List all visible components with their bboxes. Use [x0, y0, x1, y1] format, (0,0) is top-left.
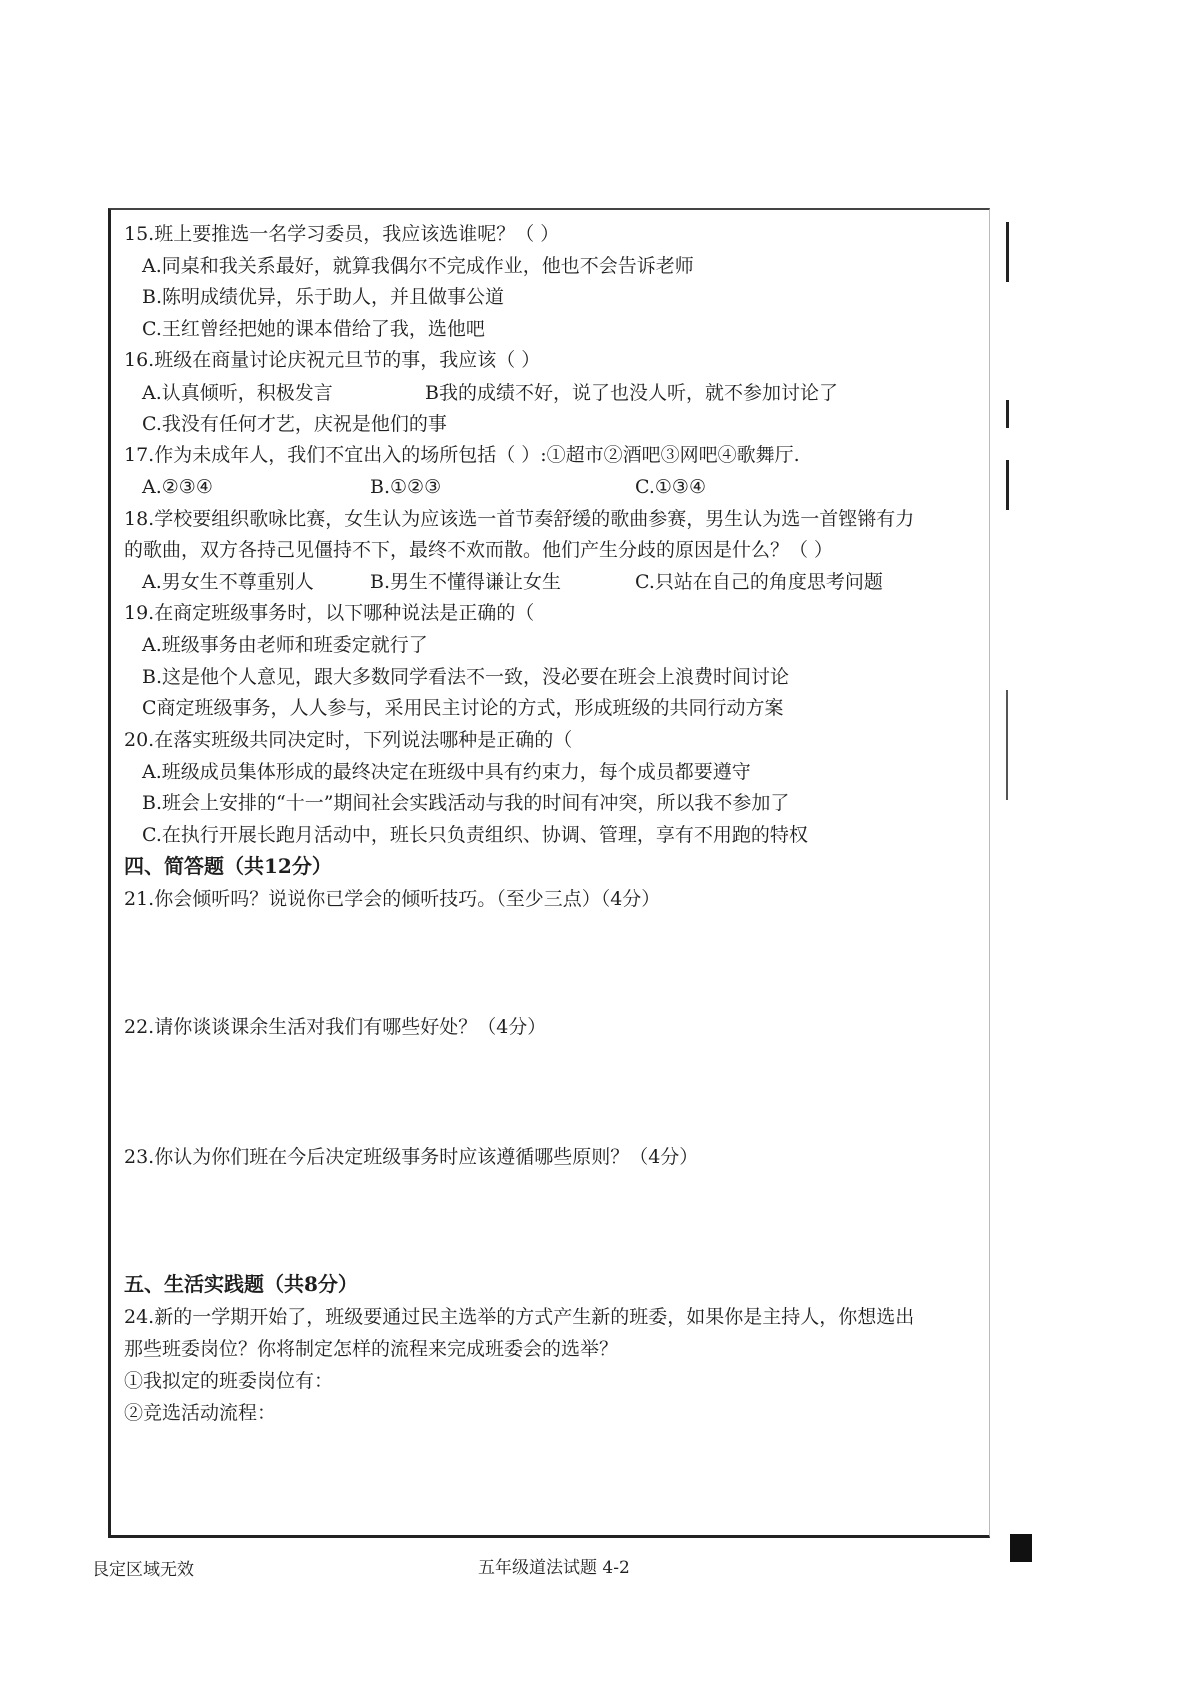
question-24-item2: ②竞选活动流程： [124, 1402, 277, 1424]
question-19-option-a: A.班级事务由老师和班委定就行了 [142, 634, 428, 656]
question-16-option-c: C.我没有任何才艺，庆祝是他们的事 [142, 413, 447, 435]
edge-mark [1006, 460, 1009, 510]
question-24-line2: 那些班委岗位？你将制定怎样的流程来完成班委会的选举？ [124, 1338, 619, 1360]
question-16-stem: 16.班级在商量讨论庆祝元旦节的事，我应该（ ） [124, 349, 541, 371]
edge-mark [1006, 222, 1009, 282]
question-17-option-b: B.①②③ [370, 476, 442, 498]
question-18-option-a: A.男女生不尊重别人 [142, 571, 314, 593]
question-16-option-b: B我的成绩不好，说了也没人听，就不参加讨论了 [425, 382, 838, 404]
question-15-stem: 15.班上要推选一名学习委员，我应该选谁呢？（ ） [124, 223, 560, 245]
question-18-stem-line1: 18.学校要组织歌咏比赛，女生认为应该选一首节奏舒缓的歌曲参赛，男生认为选一首铿锵有力 [124, 508, 915, 530]
question-19-stem: 19.在商定班级事务时，以下哪种说法是正确的（ [124, 602, 535, 624]
question-20-option-a: A.班级成员集体形成的最终决定在班级中具有约束力，每个成员都要遵守 [142, 761, 751, 783]
question-20-stem: 20.在落实班级共同决定时，下列说法哪种是正确的（ [124, 729, 573, 751]
question-24-item1: ①我拟定的班委岗位有： [124, 1370, 334, 1392]
question-16-option-a: A.认真倾听，积极发言 [142, 382, 333, 404]
section-5-title: 五、生活实践题（共8分） [124, 1272, 358, 1296]
edge-mark [1006, 400, 1009, 428]
question-24-line1: 24.新的一学期开始了，班级要通过民主选举的方式产生新的班委，如果你是主持人，你想选出 [124, 1306, 915, 1328]
question-20-option-b: B.班会上安排的“十一”期间社会实践活动与我的时间有冲突，所以我不参加了 [142, 792, 790, 814]
question-15-option-a: A.同桌和我关系最好，就算我偶尔不完成作业，他也不会告诉老师 [142, 255, 694, 277]
question-15-option-c: C.王红曾经把她的课本借给了我，选他吧 [142, 318, 485, 340]
question-15-option-b: B.陈明成绩优异，乐于助人，并且做事公道 [142, 286, 505, 308]
question-18-option-c: C.只站在自己的角度思考问题 [635, 571, 883, 593]
question-21: 21.你会倾听吗？说说你已学会的倾听技巧。（至少三点）（4分） [124, 888, 661, 910]
question-17-option-c: C.①③④ [635, 476, 706, 498]
footer-left-note: 艮定区域无效 [92, 1560, 194, 1580]
question-18-stem-line2: 的歌曲，双方各持己见僵持不下，最终不欢而散。他们产生分歧的原因是什么？（ ） [124, 539, 834, 561]
question-22: 22.请你谈谈课余生活对我们有哪些好处？（4分） [124, 1016, 547, 1038]
question-19-option-c: C商定班级事务，人人参与，采用民主讨论的方式，形成班级的共同行动方案 [142, 697, 784, 719]
footer-page-label: 五年级道法试题 4-2 [478, 1558, 630, 1578]
question-20-option-c: C.在执行开展长跑月活动中，班长只负责组织、协调、管理，享有不用跑的特权 [142, 824, 808, 846]
question-23: 23.你认为你们班在今后决定班级事务时应该遵循哪些原则？（4分） [124, 1146, 699, 1168]
section-4-title: 四、简答题（共12分） [124, 854, 332, 878]
question-18-option-b: B.男生不懂得谦让女生 [370, 571, 562, 593]
corner-registration-mark [1010, 1534, 1032, 1562]
question-17-option-a: A.②③④ [142, 476, 213, 498]
question-17-stem: 17.作为未成年人，我们不宜出入的场所包括（ ）:①超市②酒吧③网吧④歌舞厅. [124, 444, 800, 466]
edge-mark [1006, 690, 1008, 800]
question-19-option-b: B.这是他个人意见，跟大多数同学看法不一致，没必要在班会上浪费时间讨论 [142, 666, 790, 688]
